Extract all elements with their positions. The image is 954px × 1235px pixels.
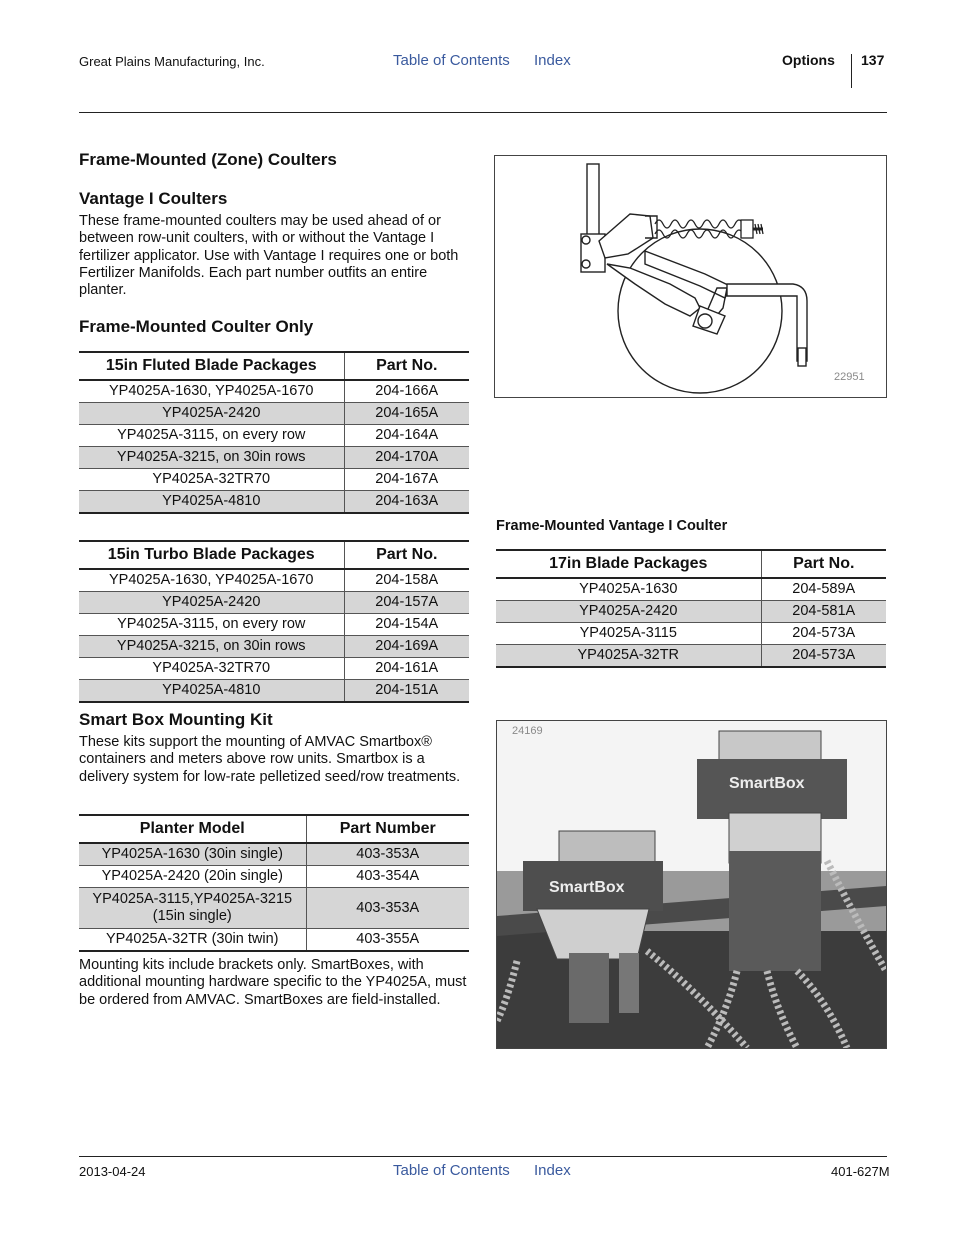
table-header: Part No. (344, 352, 469, 380)
table-cell: 204-589A (761, 578, 886, 601)
table-cell: 204-165A (344, 403, 469, 425)
table-cell: YP4025A-32TR (30in twin) (79, 929, 306, 952)
table-header: 15in Fluted Blade Packages (79, 352, 344, 380)
table-cell: YP4025A-4810 (79, 680, 344, 703)
table-row (79, 636, 469, 658)
table-cell: 204-163A (344, 491, 469, 514)
coulter-only-heading: Frame-Mounted Coulter Only (79, 317, 314, 336)
footer-index-link[interactable]: Index (534, 1162, 571, 1179)
table-cell: YP4025A-3115, on every row (79, 425, 344, 447)
table-row (79, 425, 469, 447)
table-header: Planter Model (79, 815, 306, 843)
table-row (79, 380, 469, 403)
table-header: Part Number (306, 815, 469, 843)
table-row (496, 645, 886, 668)
table-cell: YP4025A-1630 (496, 578, 761, 601)
table-row (496, 578, 886, 601)
table-row (79, 569, 469, 592)
table-cell: 204-166A (344, 380, 469, 403)
page-number: 137 (861, 52, 885, 68)
vantage-description: These frame-mounted coulters may be used ahead of or between row-unit coulters, with or without the Vantage I fertilizer applicator. Use with Vantage I requires one or both Fertilizer Manifolds. Each part number outfits an entire planter. (79, 213, 459, 299)
table-cell: 204-158A (344, 569, 469, 592)
table-row (79, 929, 469, 952)
fluted-blade-table (79, 351, 469, 514)
table-cell: 403-354A (306, 866, 469, 888)
table-header: Part No. (761, 550, 886, 578)
turbo-blade-table (79, 540, 469, 703)
table-cell: YP4025A-2420 (79, 592, 344, 614)
table-cell: 204-157A (344, 592, 469, 614)
table-header: Part No. (344, 541, 469, 569)
table-cell: 204-581A (761, 601, 886, 623)
table-cell: 204-573A (761, 623, 886, 645)
header-toc-link[interactable]: Table of Contents (393, 52, 510, 69)
table-header: 17in Blade Packages (496, 550, 761, 578)
footer-date: 2013-04-24 (79, 1164, 146, 1179)
table-cell: YP4025A-3115,YP4025A-3215 (15in single) (79, 888, 306, 929)
table-cell: 403-353A (306, 888, 469, 929)
header-index-link[interactable]: Index (534, 52, 571, 69)
table-row (79, 491, 469, 514)
table-cell: YP4025A-2420 (79, 403, 344, 425)
table-cell: 204-154A (344, 614, 469, 636)
table-cell: YP4025A-1630 (30in single) (79, 843, 306, 866)
smartbox-heading: Smart Box Mounting Kit (79, 710, 273, 729)
table-cell: YP4025A-3215, on 30in rows (79, 636, 344, 658)
table-cell: 204-164A (344, 425, 469, 447)
section-name: Options (782, 52, 835, 68)
mounting-note: Mounting kits include brackets only. SmartBoxes, with additional mounting hardware specific to the YP4025A, must be ordered from AMVAC. SmartBoxes are field-installed. (79, 957, 467, 1008)
figure-number: 24169 (512, 725, 543, 737)
table-cell: 204-167A (344, 469, 469, 491)
table-cell: 204-170A (344, 447, 469, 469)
table-cell: YP4025A-1630, YP4025A-1670 (79, 569, 344, 592)
smartbox-label-left: SmartBox (549, 879, 625, 896)
table-row (79, 658, 469, 680)
table-cell: YP4025A-3215, on 30in rows (79, 447, 344, 469)
smartbox-description: These kits support the mounting of AMVAC Smartbox® containers and meters above row units. Smartbox is a delivery system for low-rate pelletized seed/row treatments. (79, 734, 461, 785)
table-cell: 204-151A (344, 680, 469, 703)
table-cell: YP4025A-2420 (496, 601, 761, 623)
coulter-drawing (495, 156, 886, 397)
figure-caption: Frame-Mounted Vantage I Coulter (496, 518, 728, 534)
blade-17in-table (496, 549, 886, 668)
table-cell: 204-169A (344, 636, 469, 658)
table-row (79, 866, 469, 888)
main-heading: Frame-Mounted (Zone) Coulters (79, 150, 337, 169)
table-cell: YP4025A-1630, YP4025A-1670 (79, 380, 344, 403)
table-cell: 403-353A (306, 843, 469, 866)
table-row (79, 592, 469, 614)
table-row (79, 469, 469, 491)
table-cell: YP4025A-4810 (79, 491, 344, 514)
planter-model-table (79, 814, 469, 952)
table-row (79, 614, 469, 636)
coulter-figure (494, 155, 887, 398)
footer-rule (79, 1156, 887, 1157)
table-header: 15in Turbo Blade Packages (79, 541, 344, 569)
vantage-heading: Vantage I Coulters (79, 189, 228, 208)
table-cell: 403-355A (306, 929, 469, 952)
table-row (496, 623, 886, 645)
table-cell: 204-573A (761, 645, 886, 668)
table-row (79, 888, 469, 929)
table-row (79, 447, 469, 469)
table-cell: YP4025A-32TR70 (79, 658, 344, 680)
footer-doc-number: 401-627M (831, 1164, 890, 1179)
smartbox-photo (496, 720, 887, 1049)
table-cell: YP4025A-3115, on every row (79, 614, 344, 636)
header-separator (851, 54, 852, 88)
table-cell: YP4025A-3115 (496, 623, 761, 645)
table-cell: YP4025A-32TR (496, 645, 761, 668)
footer-toc-link[interactable]: Table of Contents (393, 1162, 510, 1179)
table-row (79, 843, 469, 866)
table-cell: YP4025A-32TR70 (79, 469, 344, 491)
table-cell: 204-161A (344, 658, 469, 680)
table-row (79, 680, 469, 703)
smartbox-label-right: SmartBox (729, 775, 805, 792)
company-name: Great Plains Manufacturing, Inc. (79, 54, 265, 69)
header-rule (79, 112, 887, 113)
table-row (496, 601, 886, 623)
table-cell: YP4025A-2420 (20in single) (79, 866, 306, 888)
table-row (79, 403, 469, 425)
figure-number: 22951 (834, 371, 865, 383)
smartbox-illustration (497, 721, 886, 1048)
